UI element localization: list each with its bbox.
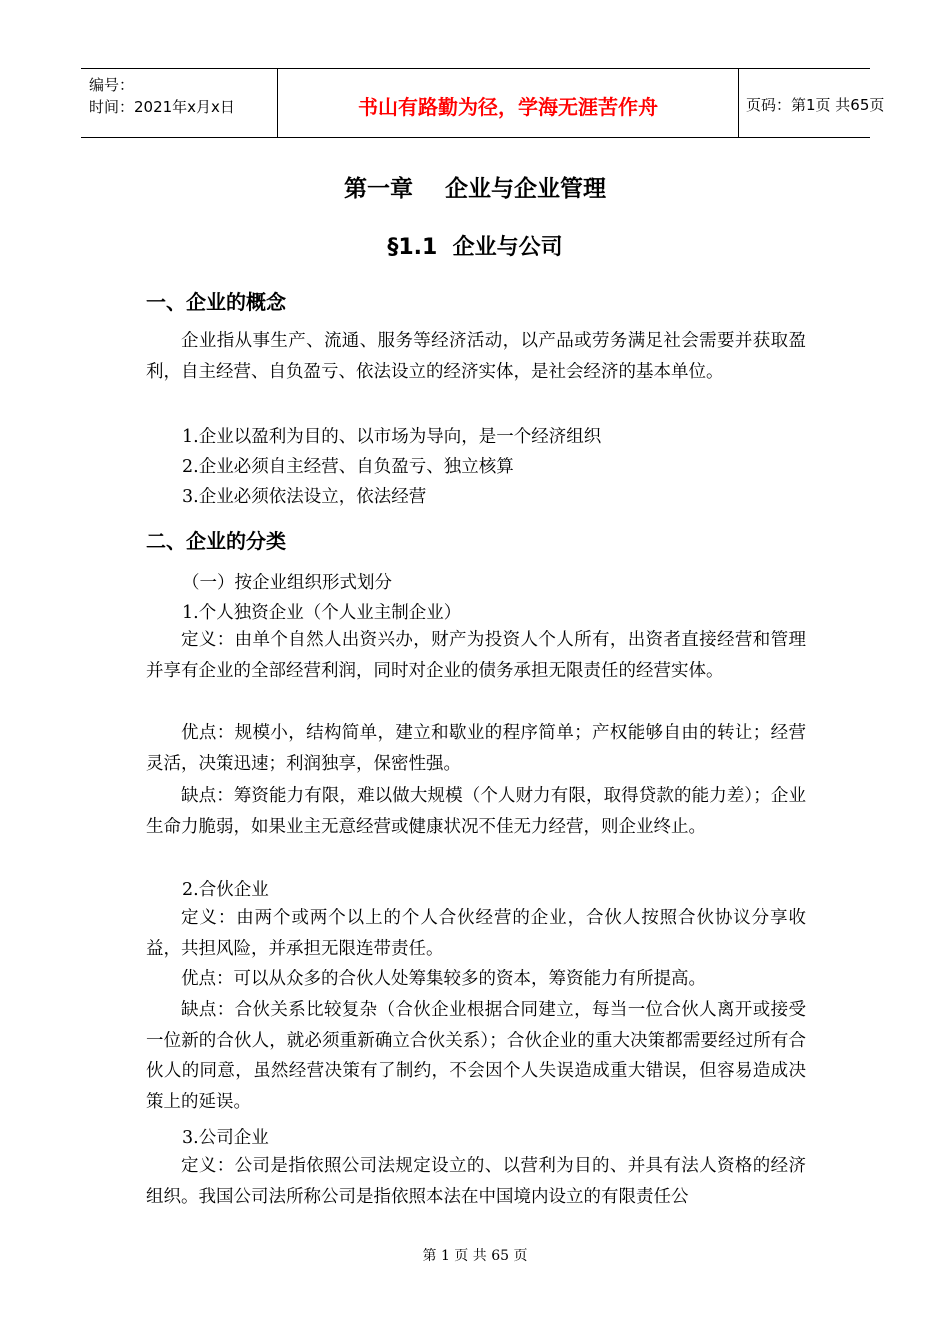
header-page-info: 页码：第1页 共65页 bbox=[746, 96, 885, 114]
subheading-sole-proprietorship: 1.个人独资企业（个人业主制企业） bbox=[182, 603, 462, 623]
paragraph-sole-definition: 定义：由单个自然人出资兴办，财产为投资人个人所有，出资者直接经营和管理并享有企业的全部经营利润，同时对企业的债务承担无限责任的经营实体。 bbox=[146, 630, 806, 681]
page-footer: 第 1 页 共 65 页 bbox=[422, 1248, 528, 1264]
list-item-concept-3: 3.企业必须依法设立，依法经营 bbox=[182, 487, 427, 507]
paragraph-sole-advantages: 优点：规模小，结构简单，建立和歇业的程序简单；产权能够自由的转让；经营灵活，决策迅速；利润独享，保密性强。 bbox=[146, 723, 806, 774]
subheading-by-form: （一）按企业组织形式划分 bbox=[182, 573, 392, 593]
paragraph-sole-disadvantages: 缺点：筹资能力有限，难以做大规模（个人财力有限，取得贷款的能力差）；企业生命力脆弱，如果业主无意经营或健康状况不佳无力经营，则企业终止。 bbox=[146, 786, 806, 837]
subheading-partnership: 2.合伙企业 bbox=[182, 880, 269, 900]
motto-text: 书山有路勤为径，学海无涯苦作舟 bbox=[358, 95, 658, 119]
header-page-cell bbox=[738, 69, 885, 137]
document-time-label: 时间：2021年x月x日 bbox=[89, 98, 235, 116]
page-header bbox=[81, 68, 885, 138]
section-title: §1.1 企业与公司 bbox=[387, 235, 563, 260]
header-meta-cell bbox=[81, 69, 277, 137]
paragraph-concept: 企业指从事生产、流通、服务等经济活动，以产品或劳务满足社会需要并获取盈利，自主经营、自负盈亏、依法设立的经济实体，是社会经济的基本单位。 bbox=[146, 331, 806, 382]
list-item-concept-1: 1.企业以盈利为目的、以市场为导向，是一个经济组织 bbox=[182, 427, 602, 447]
list-item-concept-2: 2.企业必须自主经营、自负盈亏、独立核算 bbox=[182, 457, 514, 477]
header-motto-cell bbox=[277, 69, 739, 137]
document-number-label: 编号： bbox=[89, 76, 135, 94]
heading-classification: 二、企业的分类 bbox=[146, 529, 286, 553]
heading-concept: 一、企业的概念 bbox=[146, 290, 286, 314]
paragraph-company-definition: 定义：公司是指依照公司法规定设立的、以营利为目的、并具有法人资格的经济组织。我国公司法所称公司是指依照本法在中国境内设立的有限责任公 bbox=[146, 1156, 806, 1207]
paragraph-partner-advantages: 优点：可以从众多的合伙人处筹集较多的资本，筹资能力有所提高。 bbox=[181, 969, 706, 989]
chapter-title: 第一章 企业与企业管理 bbox=[343, 176, 607, 202]
subheading-company: 3.公司企业 bbox=[182, 1128, 269, 1148]
paragraph-partner-definition: 定义：由两个或两个以上的个人合伙经营的企业，合伙人按照合伙协议分享收益，共担风险，并承担无限连带责任。 bbox=[146, 908, 806, 959]
paragraph-partner-disadvantages: 缺点：合伙关系比较复杂（合伙企业根据合同建立，每当一位合伙人离开或接受一位新的合伙人，就必须重新确立合伙关系）；合伙企业的重大决策都需要经过所有合伙人的同意，虽然经营决策有了制约，不会因个人失误造成重大错误，但容易造成决策上的延误。 bbox=[146, 1000, 806, 1112]
